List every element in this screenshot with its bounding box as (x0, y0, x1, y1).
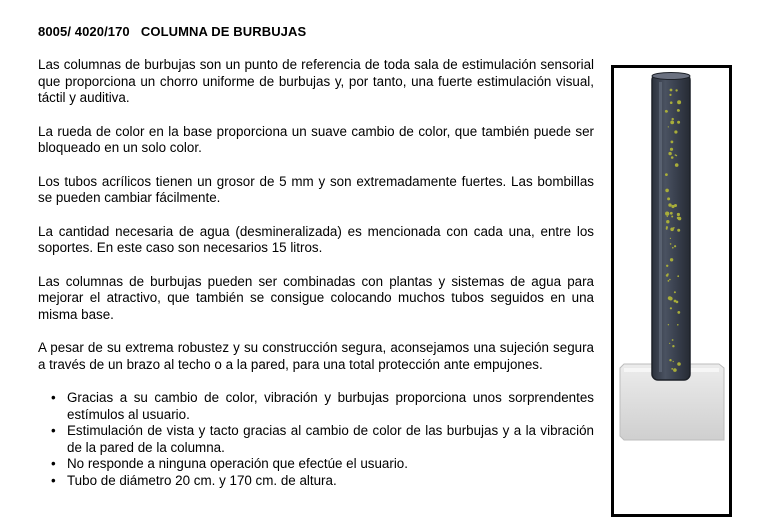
bubble (668, 280, 670, 282)
bubble (665, 212, 669, 216)
bubble (668, 126, 669, 127)
bubble (677, 100, 681, 104)
page-title: 8005/ 4020/170 COLUMNA DE BURBUJAS (38, 24, 307, 39)
paragraph-color-wheel: La rueda de color en la base proporciona un suave cambio de color, que también puede ser bloqueado en un solo color. (38, 123, 594, 155)
list-item (38, 473, 594, 490)
bullet-icon: • (51, 423, 56, 438)
bubble (665, 173, 668, 176)
list-item-text: Tubo de diámetro 20 cm. y 170 cm. de altura. (67, 472, 337, 488)
bubble (669, 94, 671, 96)
bubble (670, 148, 673, 151)
list-item-text: Estimulación de vista y tacto gracias al cambio de color de las burbujas y a la vibración de la pared de la columna. (67, 423, 594, 455)
bubble (670, 228, 674, 232)
list-item (38, 456, 594, 473)
bubble (669, 359, 671, 361)
description-section (38, 57, 594, 489)
bubble (675, 89, 677, 91)
bubble (670, 121, 674, 125)
bubble (670, 89, 673, 92)
paragraph-combinations: Las columnas de burbujas pueden ser combinadas con plantas y sistemas de agua para mejorar el atractivo, que también se consigue colocando muchos tubos seguidos en una misma base. (38, 273, 594, 322)
paragraph-intro: Las columnas de burbujas son un punto de referencia de toda sala de estimulación sensorial que proporciona un chorro uniforme de burbujas y, por tanto, una fuerte estimulación visual, táctil y auditiva. (38, 57, 594, 105)
bubble (671, 205, 674, 208)
bubble (670, 258, 673, 261)
bubble (670, 307, 672, 309)
bubble (666, 265, 668, 267)
bubble (674, 245, 676, 247)
tube-highlight (659, 82, 662, 372)
feature-list (38, 390, 594, 489)
bubble (674, 370, 676, 372)
bubble (668, 203, 671, 206)
bubble (677, 213, 680, 216)
bubble (672, 345, 674, 347)
bubble (666, 220, 669, 223)
paragraph-water: La cantidad necesaria de agua (desmineralizada) es mencionada con cada una, entre los soportes. En este caso son necesarios 15 litros. (38, 223, 594, 255)
bubble (666, 226, 668, 228)
bubble (677, 229, 680, 232)
bubble (674, 291, 676, 293)
bubble (674, 130, 677, 133)
bubble (667, 216, 668, 217)
paragraph-safety: A pesar de su extrema robustez y su construcción segura, aconsejamos una sujeción segura a través de un brazo al techo o a la pared, para una total protección ante empujones. (38, 340, 594, 372)
bubble (669, 297, 673, 301)
bubble (678, 217, 682, 221)
list-item-text: No responde a ninguna operación que efectúe el usuario. (67, 456, 408, 471)
acrylic-tube (652, 74, 690, 380)
list-item (38, 423, 594, 456)
bubble (678, 110, 680, 112)
bubble (677, 275, 679, 277)
bubble (671, 368, 673, 370)
tube-cap (652, 73, 690, 80)
paragraph-tubes: Los tubos acrílicos tienen un grosor de 5 mm y son extremadamente fuertes. Las bombillas se pueden cambiar fácilmente. (38, 173, 594, 205)
bubble (672, 118, 674, 120)
list-item (38, 390, 594, 423)
bubble (677, 324, 679, 326)
bubble (673, 361, 674, 362)
bubble (669, 343, 670, 344)
bubble (669, 279, 671, 281)
bubble (676, 301, 679, 304)
bubble (667, 197, 670, 200)
bullet-icon: • (51, 472, 56, 488)
bubble (672, 247, 674, 249)
bubble (666, 111, 668, 113)
bubble (667, 273, 669, 275)
bubble (677, 121, 680, 124)
bubble (677, 362, 681, 366)
bubble (670, 212, 673, 215)
bullet-icon: • (51, 456, 56, 471)
bubble (671, 141, 674, 144)
bubble (677, 311, 680, 314)
product-photo (611, 65, 732, 517)
bubble (670, 243, 672, 245)
list-item-text: Gracias a su cambio de color, vibración y burbujas proporciona unos sorprendentes estímulos al usuario. (67, 390, 594, 422)
bubble (668, 324, 669, 325)
bubble (670, 238, 671, 239)
bubble (668, 152, 671, 155)
bubble (676, 155, 678, 157)
bubble (671, 156, 674, 159)
bubble (675, 163, 679, 167)
bubble (672, 339, 674, 341)
bullet-icon: • (51, 390, 56, 405)
bubble-column-image (614, 68, 729, 514)
bubble (671, 216, 673, 218)
bubble (665, 189, 669, 193)
bubble (670, 101, 673, 104)
